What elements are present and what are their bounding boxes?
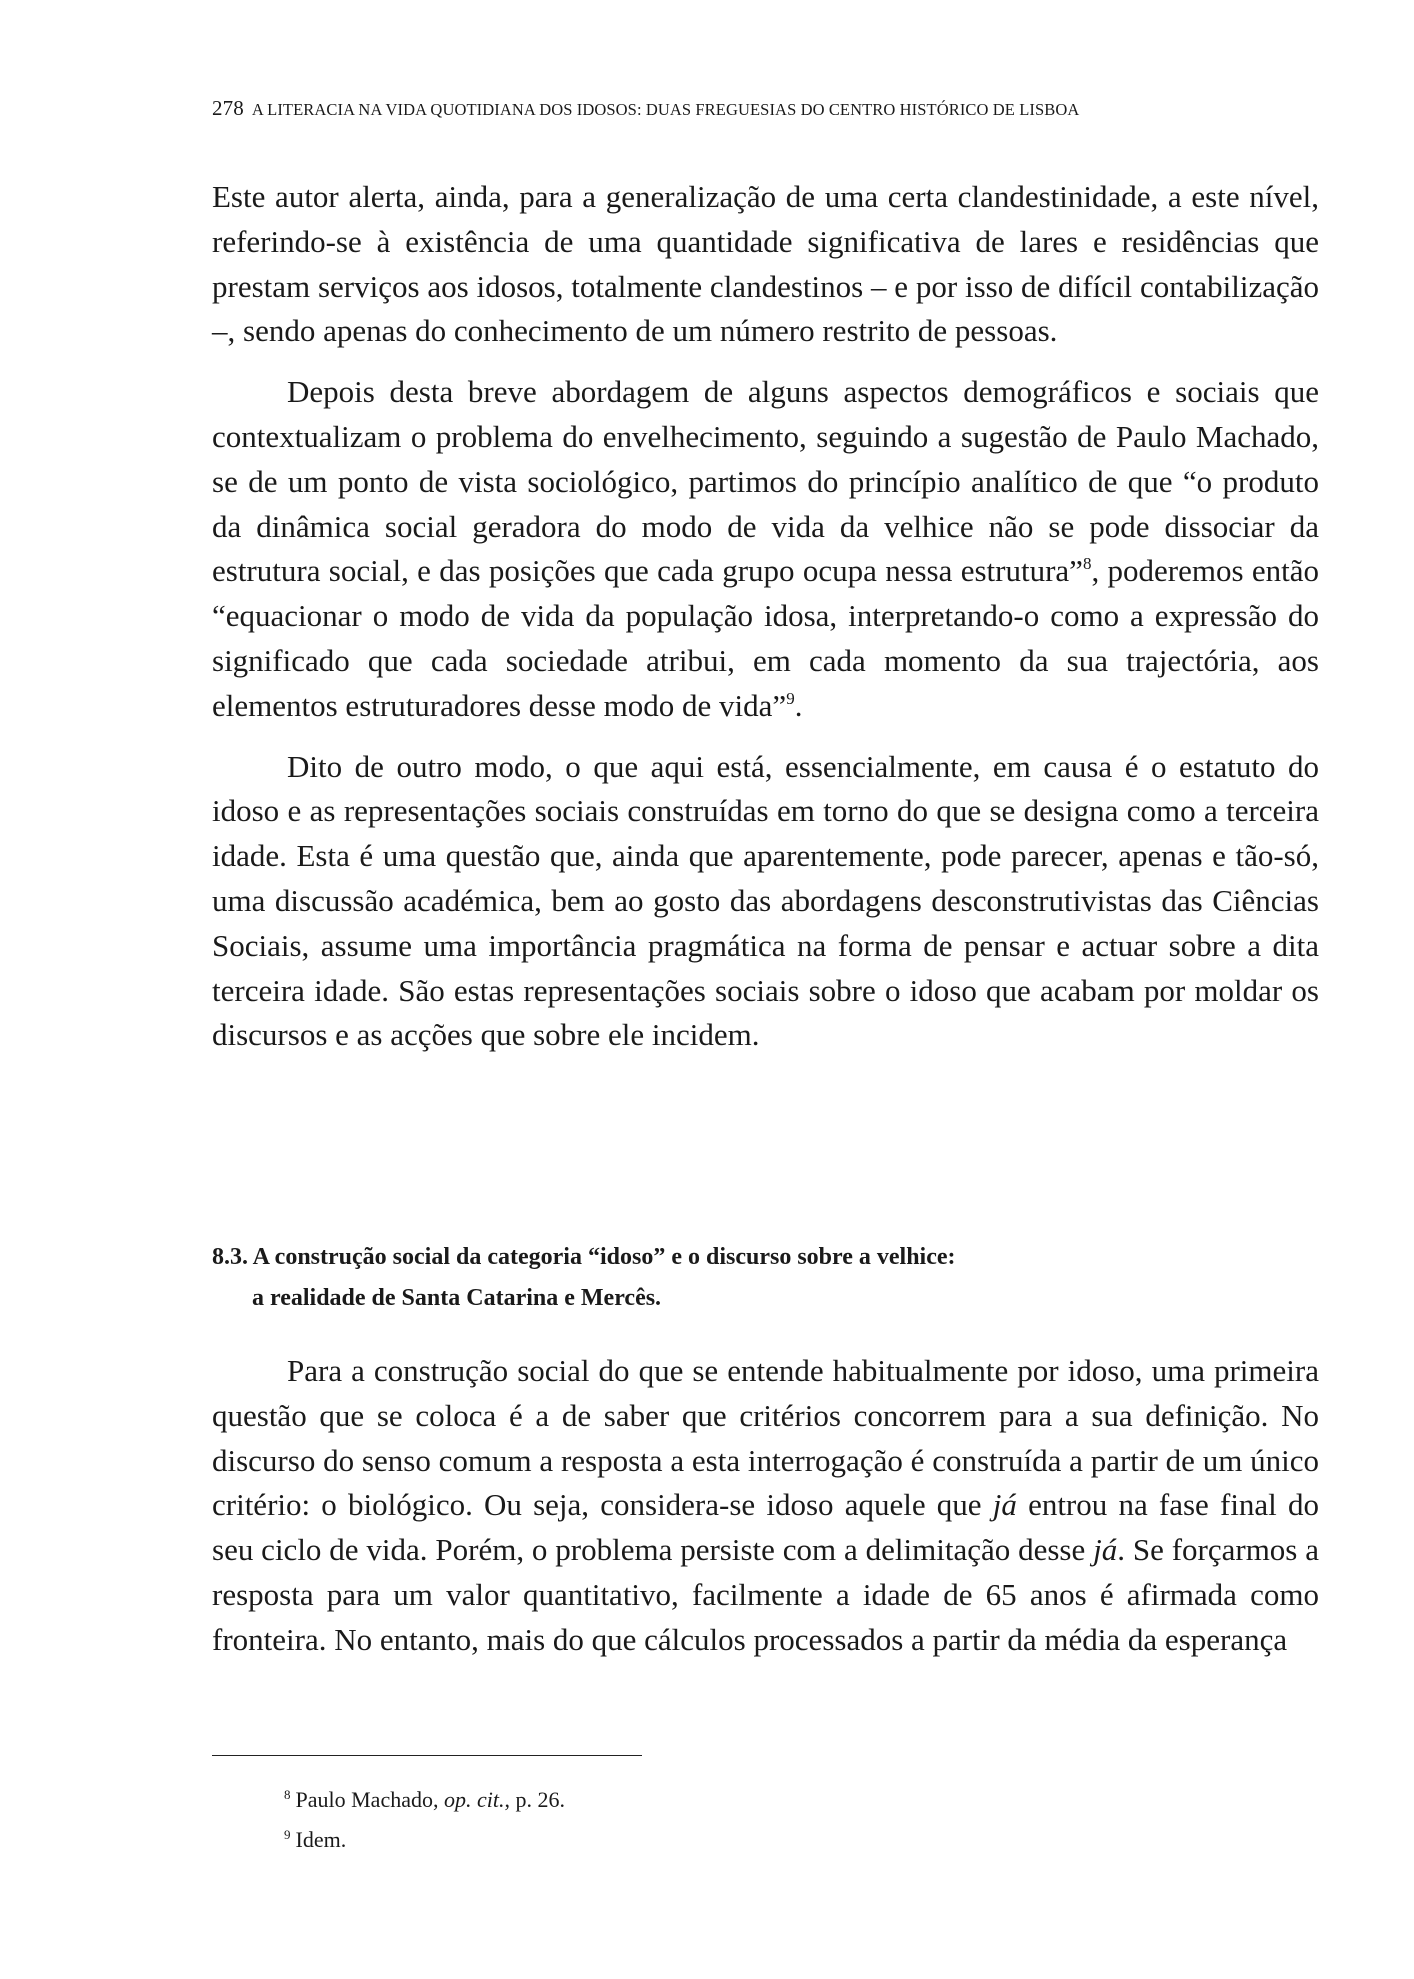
section-text	[212, 1349, 1319, 1663]
section-heading-line-1: 8.3. A construção social da categoria “idoso” e o discurso sobre a velhice:	[212, 1244, 956, 1270]
footnote-8	[284, 1780, 1184, 1820]
paragraph-2	[212, 370, 1319, 728]
paragraph-4	[212, 1349, 1319, 1663]
footnote-mark: 9	[284, 1827, 291, 1842]
running-header	[212, 96, 1312, 121]
emphasis-ja-1: já	[992, 1487, 1017, 1523]
paragraph-4-part-1: Para a construção social do que se entende habitualmente por idoso, uma primeira questão que se coloca é a de saber que critérios concorrem para a sua definição. No discurso do senso comum a resposta a esta interrogação é construída a partir de um único critério: o biológico. Ou seja, considera-se idoso aquele que	[212, 1353, 1319, 1523]
footnote-divider	[212, 1755, 642, 1756]
footnote-text: Paulo Machado,	[295, 1787, 444, 1812]
paragraph-1-text: Este autor alerta, ainda, para a generalização de uma certa clandestinidade, a este nível, referindo-se à existência de uma quantidade significativa de lares e residências que prestam serviços aos idosos, totalmente clandestinos – e por isso de difícil contabilização –, sendo apenas do conhecimento de um número restrito de pessoas.	[212, 179, 1319, 349]
footnote-text-end: , p. 26.	[504, 1787, 565, 1812]
page-number: 278	[212, 96, 244, 120]
paragraph-2-part-3: .	[794, 687, 803, 723]
paragraph-1	[212, 175, 1319, 354]
footnotes	[284, 1780, 1184, 1860]
running-title: A LITERACIA NA VIDA QUOTIDIANA DOS IDOSOS: DUAS FREGUESIAS DO CENTRO HISTÓRICO DE LISBOA	[251, 100, 1080, 119]
footnote-ref-8[interactable]: 8	[1082, 554, 1092, 574]
footnote-mark: 8	[284, 1787, 291, 1802]
paragraph-2-part-2: , poderemos então “equacionar o modo de vida da população idosa, interpretando-o como a expressão do significado que cada sociedade atribui, em cada momento da sua trajectória, aos elementos estruturadores desse modo de vida”	[212, 553, 1320, 723]
section-heading-line-2: a realidade de Santa Catarina e Mercês.	[252, 1285, 662, 1311]
section-heading	[212, 1237, 1312, 1319]
main-text	[212, 175, 1319, 1058]
footnote-text: Idem.	[295, 1827, 347, 1852]
paragraph-2-part-1: Depois desta breve abordagem de alguns aspectos demográficos e sociais que contextualizam o problema do envelhecimento, seguindo a sugestão de Paulo Machado, se de um ponto de vista sociológico, partimos do princípio analítico de que “o produto da dinâmica social geradora do modo de vida da velhice não se pode dissociar da estrutura social, e das posições que cada grupo ocupa nessa estrutura”	[212, 374, 1319, 589]
paragraph-3-text: Dito de outro modo, o que aqui está, essencialmente, em causa é o estatuto do idoso e as representações sociais construídas em torno do que se designa como a terceira idade. Esta é uma questão que, ainda que aparentemente, pode parecer, apenas e tão-só, uma discussão académica, bem ao gosto das abordagens desconstrutivistas das Ciências Sociais, assume uma importância pragmática na forma de pensar e actuar sobre a dita terceira idade. São estas representações sociais sobre o idoso que acabam por moldar os discursos e as acções que sobre ele incidem.	[212, 748, 1319, 1053]
footnote-ref-9[interactable]: 9	[786, 688, 795, 708]
paragraph-3	[212, 745, 1319, 1059]
paragraph-4-part-3: . Se forçarmos a resposta para um valor quantitativo, facilmente a idade de 65 anos é afirmada como fronteira. No entanto, mais do que cálculos processados a partir da média da esperança	[212, 1532, 1319, 1657]
footnote-italic: op. cit.	[443, 1787, 505, 1812]
paragraph-4-part-2: entrou na fase final do seu ciclo de vida. Porém, o problema persiste com a delimitação desse	[212, 1487, 1319, 1568]
footnote-9	[284, 1820, 1184, 1860]
emphasis-ja-2: já	[1093, 1532, 1118, 1568]
